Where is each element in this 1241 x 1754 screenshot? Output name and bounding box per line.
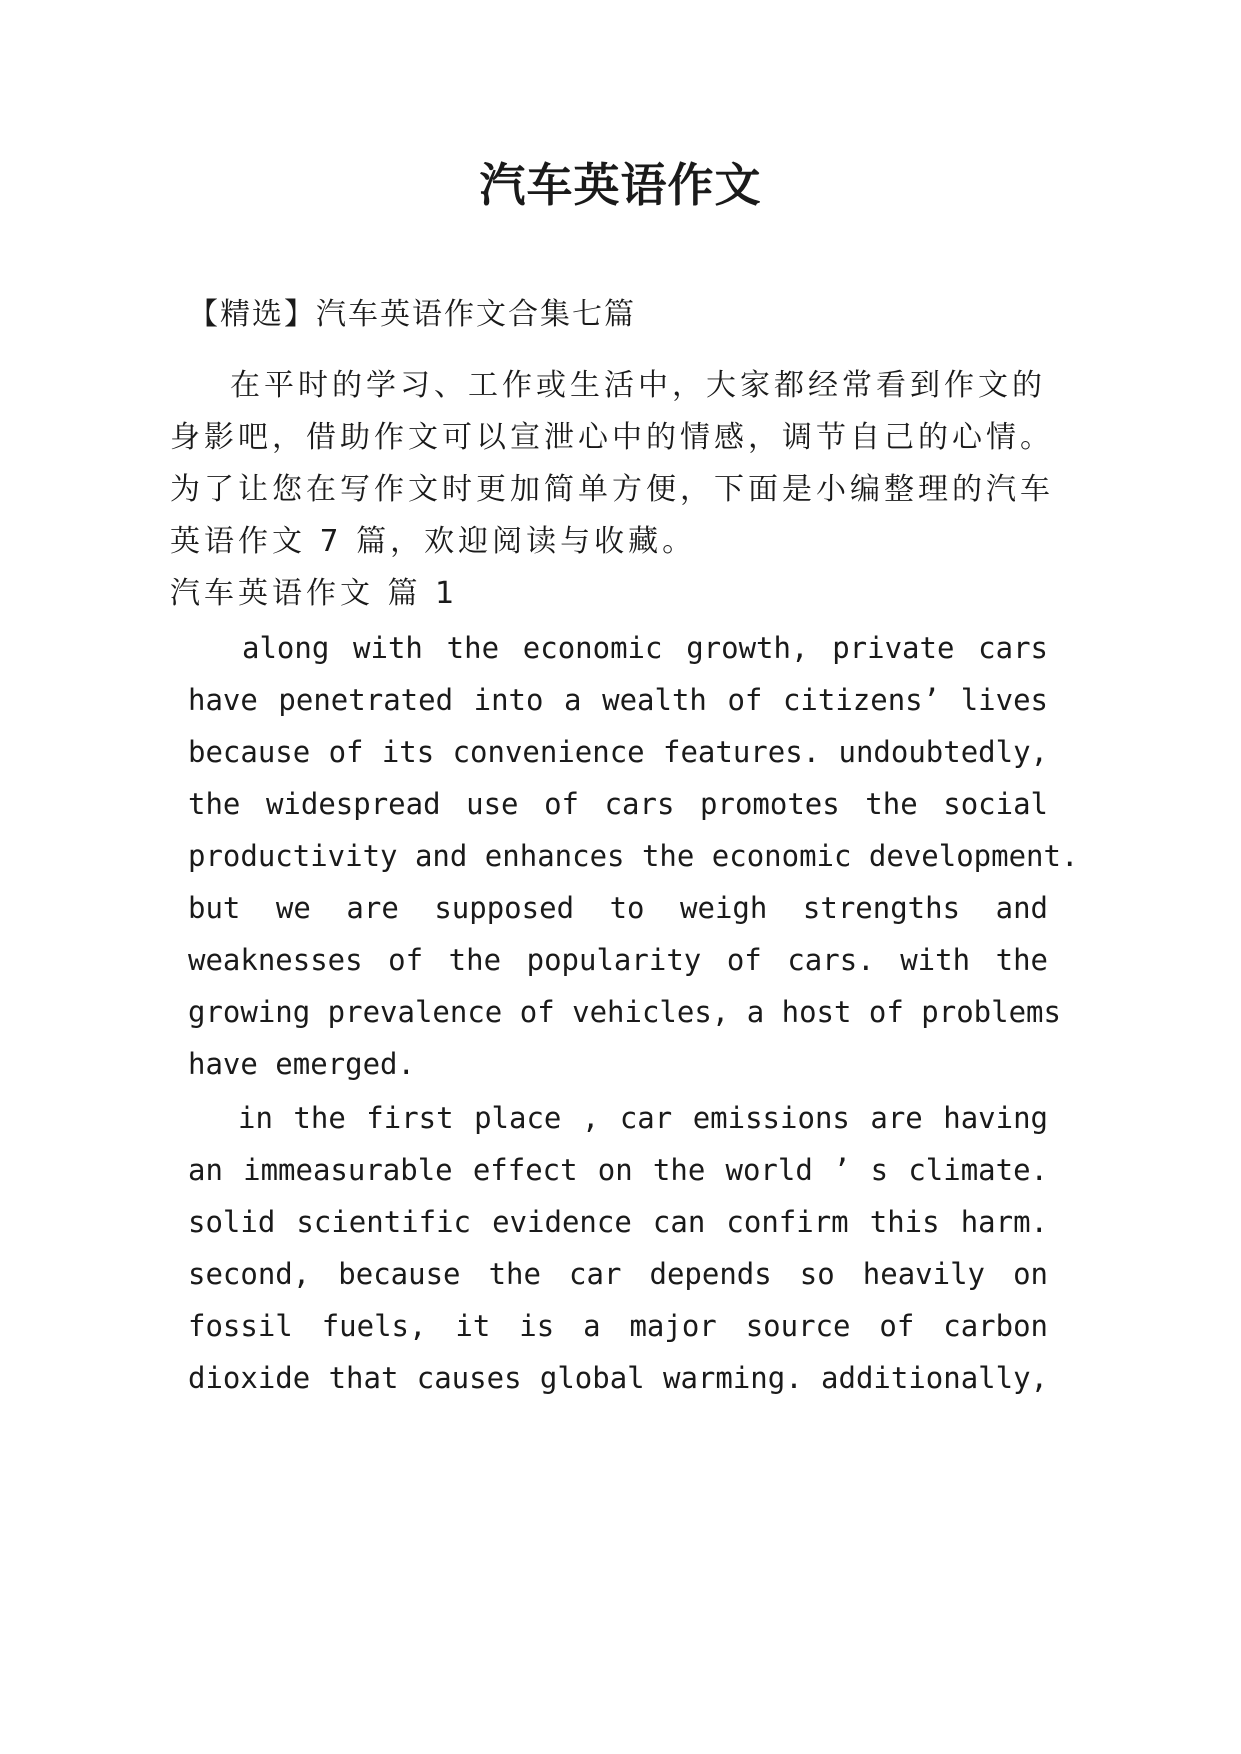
document-subtitle: 【精选】汽车英语作文合集七篇 bbox=[188, 297, 636, 332]
paragraph-line: weaknesses of the popularity of cars. with the bbox=[188, 943, 1048, 977]
paragraph-line: because of its convenience features. undoubtedly, bbox=[188, 735, 1048, 769]
intro-line: 在平时的学习、工作或生活中，大家都经常看到作文的 bbox=[230, 368, 1046, 403]
intro-line: 身影吧，借助作文可以宣泄心中的情感，调节自己的心情。 bbox=[170, 420, 1054, 455]
intro-line: 为了让您在写作文时更加简单方便，下面是小编整理的汽车 bbox=[170, 472, 1054, 507]
paragraph-line: along with the economic growth, private cars bbox=[242, 631, 1048, 665]
intro-line: 英语作文 7 篇，欢迎阅读与收藏。 bbox=[170, 524, 697, 559]
paragraph-line: in the first place , car emissions are having bbox=[238, 1101, 1048, 1135]
paragraph-line: productivity and enhances the economic development. bbox=[188, 839, 1079, 873]
paragraph-line: have penetrated into a wealth of citizens’ lives bbox=[188, 683, 1048, 717]
paragraph-line: second, because the car depends so heavily on bbox=[188, 1257, 1048, 1291]
paragraph-line: dioxide that causes global warming. additionally, bbox=[188, 1361, 1048, 1395]
paragraph-line: growing prevalence of vehicles, a host of problems bbox=[188, 995, 1061, 1029]
section-heading: 汽车英语作文 篇 1 bbox=[170, 576, 459, 611]
paragraph-line: solid scientific evidence can confirm this harm. bbox=[188, 1205, 1048, 1239]
document-title: 汽车英语作文 bbox=[479, 158, 762, 212]
paragraph-line: fossil fuels, it is a major source of carbon bbox=[188, 1309, 1048, 1343]
paragraph-line: the widespread use of cars promotes the social bbox=[188, 787, 1048, 821]
paragraph-line: have emerged. bbox=[188, 1047, 415, 1081]
paragraph-line: but we are supposed to weigh strengths and bbox=[188, 891, 1048, 925]
paragraph-line: an immeasurable effect on the world ’ s climate. bbox=[188, 1153, 1048, 1187]
